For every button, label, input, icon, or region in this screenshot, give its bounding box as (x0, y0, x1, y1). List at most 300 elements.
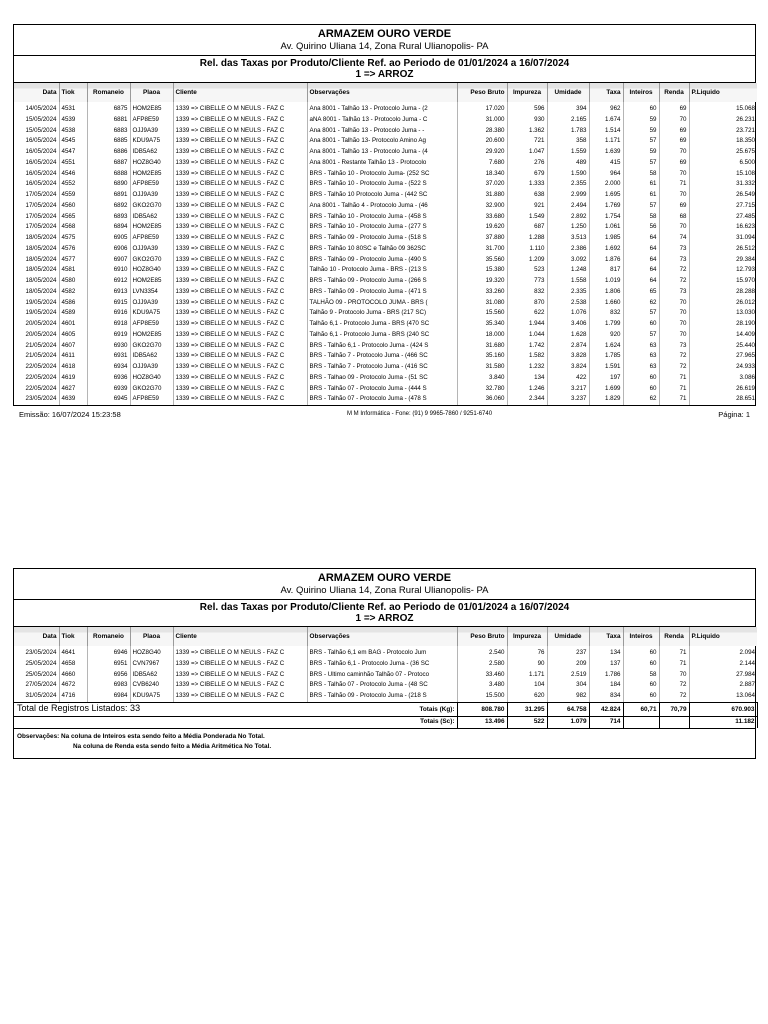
cell-cliente: 1339 => CIBELLE O M NEULS - FAZ C (173, 287, 307, 298)
cell-romaneio: 6890 (87, 179, 130, 190)
cell-placa: AFP8E59 (130, 394, 173, 405)
cell-placa: AFP8E59 (130, 179, 173, 190)
cell-peso-bruto: 37.020 (457, 179, 507, 190)
cell-placa: HOM2E85 (130, 169, 173, 180)
cell-inteiros: 65 (623, 287, 659, 298)
totals-kg-label: Totais (Kg): (419, 706, 455, 713)
cell-data: 17/05/2024 (14, 201, 59, 212)
table-row (14, 373, 757, 384)
page-footer (13, 410, 756, 419)
col-header-impureza: Impureza (507, 627, 547, 646)
cell-placa: IDB5A62 (130, 212, 173, 223)
cell-observacoes: BRS - Talhão 07 - Protocolo Juma - (478 S (307, 394, 457, 405)
emission-date: Emissão: 16/07/2024 15:23:58 (19, 410, 121, 419)
cell-peso-bruto: 7.680 (457, 158, 507, 169)
cell-peso-bruto: 19.320 (457, 276, 507, 287)
table-row (14, 646, 757, 659)
cell-impureza: 1.171 (507, 670, 547, 681)
cell-observacoes: BRS - Talhão 07 - Protocolo Juma - (48 SC (307, 680, 457, 691)
totals-table (14, 702, 758, 728)
cell-inteiros: 58 (623, 212, 659, 223)
table-row (14, 394, 757, 405)
cell-p-liquido: 15.970 (736, 277, 755, 285)
col-header-peso-bruto: Peso Bruto (457, 83, 507, 102)
cell-renda: 72 (659, 362, 689, 373)
cell-impureza: 276 (507, 158, 547, 169)
records-body (14, 102, 757, 405)
cell-tiok: 4565 (59, 212, 87, 223)
cell-placa: HOM2E85 (130, 330, 173, 341)
col-header-placa: Plaoa (130, 627, 173, 646)
cell-observacoes: BRS - Talhão 6,1 em BAG - Protocolo Jum (307, 646, 457, 659)
cell-tiok: 4589 (59, 308, 87, 319)
cell-placa: HOM2E85 (130, 102, 173, 115)
cell-observacoes: BRS - Talhão 6,1 - Protocolo Juma - (424 S (307, 341, 457, 352)
cell-observacoes: TALHÃO 09 - PROTOCOLO JUMA - BRS ( (307, 298, 457, 309)
table-row (14, 351, 757, 362)
cell-umidade: 2.892 (547, 212, 589, 223)
table-row (14, 179, 757, 190)
cell-romaneio: 6906 (87, 244, 130, 255)
cell-p-liquido: 6.500 (739, 158, 755, 166)
cell-placa: IDB5A62 (130, 351, 173, 362)
cell-umidade: 3.217 (547, 384, 589, 395)
cell-romaneio: 6891 (87, 190, 130, 201)
cell-observacoes: BRS - Talhão 07 - Protocolo Juma - (444 S (307, 384, 457, 395)
cell-romaneio: 6907 (87, 255, 130, 266)
cell-inteiros: 62 (623, 394, 659, 405)
cell-umidade: 3.092 (547, 255, 589, 266)
cell-observacoes: BRS - Talhão 10 - Protocolo Juma - (458 S (307, 212, 457, 223)
cell-placa: IDB5A62 (130, 147, 173, 158)
cell-observacoes: Talhão 10 - Protocolo Juma - BRS - (213 S (307, 265, 457, 276)
cell-inteiros: 64 (623, 233, 659, 244)
cell-peso-bruto: 35.160 (457, 351, 507, 362)
cell-data: 20/05/2024 (14, 319, 59, 330)
total-kg-impureza: 31.295 (507, 702, 547, 716)
total-sc-inteiros (623, 716, 659, 728)
cell-data: 19/05/2024 (14, 298, 59, 309)
cell-tiok: 4552 (59, 179, 87, 190)
cell-tiok: 4539 (59, 115, 87, 126)
total-kg-renda: 70,79 (659, 702, 689, 716)
cell-taxa: 1.660 (589, 298, 623, 309)
cell-umidade: 2.355 (547, 179, 589, 190)
cell-inteiros: 60 (623, 373, 659, 384)
cell-tiok: 4639 (59, 394, 87, 405)
cell-cliente: 1339 => CIBELLE O M NEULS - FAZ C (173, 190, 307, 201)
total-kg-p-liquido: 670.903 (689, 702, 757, 716)
cell-tiok: 4586 (59, 298, 87, 309)
cell-romaneio: 6916 (87, 308, 130, 319)
cell-observacoes: BRS - Talhão 09 - Protocolo Juma - (490 S (307, 255, 457, 266)
cell-p-liquido: 31.094 (736, 234, 755, 242)
cell-observacoes: BRS - Talhão 10 - Protocolo Juma- (252 SC (307, 169, 457, 180)
cell-tiok: 4658 (59, 659, 87, 670)
report-title: Rel. das Taxas por Produto/Cliente Ref. ao Periodo de 01/01/2024 a 16/07/2024 (199, 602, 570, 613)
cell-inteiros: 60 (623, 646, 659, 659)
cell-renda: 70 (659, 298, 689, 309)
cell-romaneio: 6983 (87, 680, 130, 691)
cell-observacoes: BRS - Talhão 09 - Protocolo Juma - (266 S (307, 276, 457, 287)
cell-taxa: 1.695 (589, 190, 623, 201)
table-row (14, 233, 757, 244)
cell-inteiros: 57 (623, 201, 659, 212)
cell-romaneio: 6887 (87, 158, 130, 169)
cell-renda: 71 (659, 384, 689, 395)
table-row (14, 680, 757, 691)
cell-data: 25/05/2024 (14, 659, 59, 670)
cell-umidade: 237 (547, 646, 589, 659)
cell-data: 18/05/2024 (14, 233, 59, 244)
cell-cliente: 1339 => CIBELLE O M NEULS - FAZ C (173, 212, 307, 223)
cell-inteiros: 57 (623, 330, 659, 341)
cell-data: 27/05/2024 (14, 680, 59, 691)
cell-data: 21/05/2024 (14, 351, 59, 362)
col-header-data: Data (14, 627, 59, 646)
cell-taxa: 1.829 (589, 394, 623, 405)
cell-tiok: 4581 (59, 265, 87, 276)
table-row (14, 136, 757, 147)
cell-data: 16/05/2024 (14, 179, 59, 190)
cell-inteiros: 56 (623, 222, 659, 233)
cell-umidade: 2.538 (547, 298, 589, 309)
cell-romaneio: 6918 (87, 319, 130, 330)
table-row (14, 362, 757, 373)
cell-inteiros: 61 (623, 179, 659, 190)
cell-inteiros: 57 (623, 308, 659, 319)
col-header-tiok: Tiok (59, 627, 87, 646)
cell-renda: 70 (659, 115, 689, 126)
cell-inteiros: 64 (623, 255, 659, 266)
cell-inteiros: 61 (623, 190, 659, 201)
table-row (14, 330, 757, 341)
records-count: Total de Registros Listados: 33 (17, 702, 141, 713)
cell-renda: 73 (659, 255, 689, 266)
cell-data: 21/05/2024 (14, 341, 59, 352)
col-header-placa: Plaoa (130, 83, 173, 102)
cell-cliente: 1339 => CIBELLE O M NEULS - FAZ C (173, 255, 307, 266)
table-row (14, 158, 757, 169)
cell-romaneio: 6912 (87, 276, 130, 287)
cell-taxa: 1.514 (589, 126, 623, 137)
cell-peso-bruto: 32.780 (457, 384, 507, 395)
cell-tiok: 4611 (59, 351, 87, 362)
table-row (14, 308, 757, 319)
cell-umidade: 1.076 (547, 308, 589, 319)
cell-romaneio: 6885 (87, 136, 130, 147)
total-kg-umidade: 64.758 (547, 702, 589, 716)
vendor-info: M M Informática - Fone: (91) 9 9965-7860 / 9251-6740 (346, 411, 493, 417)
cell-data: 31/05/2024 (14, 691, 59, 702)
cell-renda: 70 (659, 222, 689, 233)
table-row (14, 244, 757, 255)
total-sc-peso-bruto: 13.496 (457, 716, 507, 728)
page-number: Página: 1 (718, 410, 750, 419)
cell-placa: AFP8E59 (130, 115, 173, 126)
cell-romaneio: 6919 (87, 330, 130, 341)
totals-kg-label-cell (14, 702, 457, 716)
cell-placa: AFP8E59 (130, 319, 173, 330)
cell-p-liquido: 12.793 (736, 266, 755, 274)
cell-renda: 71 (659, 373, 689, 384)
cell-peso-bruto: 3.480 (457, 680, 507, 691)
cell-data: 17/05/2024 (14, 212, 59, 223)
col-header-romaneio: Romaneio (87, 83, 130, 102)
cell-taxa: 415 (589, 158, 623, 169)
cell-observacoes: Ana 8001 - Talhão 13 - Protocolo Juma - (4 (307, 147, 457, 158)
cell-romaneio: 6934 (87, 362, 130, 373)
cell-renda: 70 (659, 190, 689, 201)
col-header-p-liquido: P.Liquido (689, 83, 757, 102)
cell-p-liquido: 26.012 (736, 298, 755, 306)
company-name: ARMAZEM OURO VERDE (317, 572, 452, 584)
table-row (14, 169, 757, 180)
cell-umidade: 2.386 (547, 244, 589, 255)
cell-data: 18/05/2024 (14, 265, 59, 276)
cell-data: 16/05/2024 (14, 169, 59, 180)
cell-impureza: 679 (507, 169, 547, 180)
cell-cliente: 1339 => CIBELLE O M NEULS - FAZ C (173, 362, 307, 373)
cell-placa: HOZ8G40 (130, 158, 173, 169)
cell-placa: KDU9A75 (130, 691, 173, 702)
cell-cliente: 1339 => CIBELLE O M NEULS - FAZ C (173, 115, 307, 126)
cell-tiok: 4627 (59, 384, 87, 395)
cell-umidade: 2.519 (547, 670, 589, 681)
cell-peso-bruto: 15.560 (457, 308, 507, 319)
cell-data: 22/05/2024 (14, 384, 59, 395)
cell-inteiros: 64 (623, 265, 659, 276)
table-row (14, 298, 757, 309)
cell-observacoes: BRS - Ultimo caminhão Talhão 07 - Protoco (307, 670, 457, 681)
cell-observacoes: BRS - Talhão 7 - Protocolo Juma - (466 SC (307, 351, 457, 362)
cell-observacoes: BRS - Talhão 09 - Protocolo Juma - (218 S (307, 691, 457, 702)
cell-p-liquido: 25.440 (736, 341, 755, 349)
cell-tiok: 4660 (59, 670, 87, 681)
cell-data: 16/05/2024 (14, 136, 59, 147)
total-kg-inteiros: 60,71 (623, 702, 659, 716)
cell-umidade: 422 (547, 373, 589, 384)
table-row (14, 190, 757, 201)
cell-impureza: 870 (507, 298, 547, 309)
cell-peso-bruto: 35.560 (457, 255, 507, 266)
cell-inteiros: 60 (623, 691, 659, 702)
cell-romaneio: 6956 (87, 670, 130, 681)
cell-data: 23/05/2024 (14, 394, 59, 405)
table-row (14, 222, 757, 233)
cell-romaneio: 6881 (87, 115, 130, 126)
cell-impureza: 638 (507, 190, 547, 201)
cell-romaneio: 6875 (87, 102, 130, 115)
cell-peso-bruto: 31.000 (457, 115, 507, 126)
cell-cliente: 1339 => CIBELLE O M NEULS - FAZ C (173, 298, 307, 309)
cell-renda: 70 (659, 330, 689, 341)
col-header-renda: Renda (659, 83, 689, 102)
cell-placa: OJJ9A39 (130, 244, 173, 255)
cell-data: 17/05/2024 (14, 222, 59, 233)
cell-umidade: 2.874 (547, 341, 589, 352)
cell-taxa: 1.786 (589, 670, 623, 681)
cell-renda: 70 (659, 670, 689, 681)
cell-tiok: 4601 (59, 319, 87, 330)
cell-inteiros: 59 (623, 147, 659, 158)
cell-p-liquido: 25.675 (736, 148, 755, 156)
cell-placa: AFP8E59 (130, 233, 173, 244)
company-address: Av. Quirino Uliana 14, Zona Rural Ulianopolis- PA (280, 585, 489, 596)
cell-renda: 72 (659, 680, 689, 691)
cell-p-liquido: 27.984 (736, 670, 755, 678)
cell-p-liquido: 18.350 (736, 137, 755, 145)
cell-cliente: 1339 => CIBELLE O M NEULS - FAZ C (173, 670, 307, 681)
cell-cliente: 1339 => CIBELLE O M NEULS - FAZ C (173, 126, 307, 137)
table-row (14, 265, 757, 276)
cell-impureza: 1.209 (507, 255, 547, 266)
cell-romaneio: 6910 (87, 265, 130, 276)
cell-cliente: 1339 => CIBELLE O M NEULS - FAZ C (173, 179, 307, 190)
cell-observacoes: BRS - Talhão 10 - Protocolo Juma - (277 S (307, 222, 457, 233)
cell-cliente: 1339 => CIBELLE O M NEULS - FAZ C (173, 319, 307, 330)
cell-renda: 71 (659, 659, 689, 670)
cell-peso-bruto: 28.380 (457, 126, 507, 137)
cell-observacoes: BRS - Talhao 09 - Protocolo Juma - (51 SC (307, 373, 457, 384)
cell-impureza: 921 (507, 201, 547, 212)
cell-taxa: 134 (589, 646, 623, 659)
cell-p-liquido: 27.485 (736, 212, 755, 220)
cell-taxa: 1.639 (589, 147, 623, 158)
cell-inteiros: 60 (623, 319, 659, 330)
cell-inteiros: 59 (623, 126, 659, 137)
cell-tiok: 4546 (59, 169, 87, 180)
cell-observacoes: Ana 8001 - Talhão 13- Protocolo Amino Ag (307, 136, 457, 147)
cell-p-liquido: 31.332 (736, 180, 755, 188)
cell-umidade: 489 (547, 158, 589, 169)
observation-line-1: Observações: Na coluna de Inteiros esta sendo feito a Média Ponderada No Total. (17, 732, 265, 740)
cell-data: 16/05/2024 (14, 147, 59, 158)
cell-romaneio: 6951 (87, 659, 130, 670)
cell-umidade: 3.828 (547, 351, 589, 362)
table-row (14, 276, 757, 287)
cell-placa: OJJ9A39 (130, 190, 173, 201)
cell-observacoes: BRS - Talhão 6,1 - Protocolo Juma - (36 SC (307, 659, 457, 670)
product-title: 1 => ARROZ (355, 69, 414, 80)
cell-tiok: 4576 (59, 244, 87, 255)
cell-tiok: 4716 (59, 691, 87, 702)
cell-p-liquido: 29.384 (736, 255, 755, 263)
cell-observacoes: BRS - Talhão 7 - Protocolo Juma - (416 SC (307, 362, 457, 373)
cell-placa: GKO2G70 (130, 201, 173, 212)
cell-umidade: 2.165 (547, 115, 589, 126)
cell-umidade: 1.590 (547, 169, 589, 180)
cell-romaneio: 6945 (87, 394, 130, 405)
cell-p-liquido: 3.086 (739, 373, 755, 381)
cell-impureza: 930 (507, 115, 547, 126)
table-row (14, 659, 757, 670)
cell-tiok: 4641 (59, 646, 87, 659)
records-table (14, 83, 757, 405)
company-address: Av. Quirino Uliana 14, Zona Rural Ulianopolis- PA (280, 41, 489, 52)
cell-data: 22/05/2024 (14, 362, 59, 373)
col-header-umidade: Umidade (547, 627, 589, 646)
cell-taxa: 2.000 (589, 179, 623, 190)
table-row (14, 201, 757, 212)
cell-renda: 70 (659, 319, 689, 330)
records-body (14, 646, 757, 702)
cell-data: 22/05/2024 (14, 373, 59, 384)
cell-inteiros: 57 (623, 136, 659, 147)
cell-peso-bruto: 2.580 (457, 659, 507, 670)
cell-data: 18/05/2024 (14, 255, 59, 266)
cell-renda: 71 (659, 179, 689, 190)
cell-umidade: 304 (547, 680, 589, 691)
cell-cliente: 1339 => CIBELLE O M NEULS - FAZ C (173, 169, 307, 180)
cell-impureza: 1.333 (507, 179, 547, 190)
col-header-taxa: Taxa (589, 83, 623, 102)
cell-taxa: 1.692 (589, 244, 623, 255)
col-header-impureza: Impureza (507, 83, 547, 102)
report-header (14, 569, 755, 600)
cell-impureza: 1.047 (507, 147, 547, 158)
cell-cliente: 1339 => CIBELLE O M NEULS - FAZ C (173, 276, 307, 287)
cell-romaneio: 6894 (87, 222, 130, 233)
cell-p-liquido: 27.715 (736, 201, 755, 209)
cell-placa: OJJ9A39 (130, 298, 173, 309)
cell-tiok: 4531 (59, 102, 87, 115)
cell-peso-bruto: 31.880 (457, 190, 507, 201)
cell-renda: 70 (659, 147, 689, 158)
cell-renda: 72 (659, 691, 689, 702)
cell-observacoes: BRS - Talhão 09 - Protocolo Juma - (518 S (307, 233, 457, 244)
cell-peso-bruto: 15.500 (457, 691, 507, 702)
cell-tiok: 4559 (59, 190, 87, 201)
cell-umidade: 3.513 (547, 233, 589, 244)
totals-kg-row (14, 702, 757, 716)
cell-data: 25/05/2024 (14, 670, 59, 681)
cell-renda: 72 (659, 265, 689, 276)
cell-data: 14/05/2024 (14, 102, 59, 115)
cell-placa: OJJ9A39 (130, 362, 173, 373)
cell-impureza: 687 (507, 222, 547, 233)
cell-romaneio: 6946 (87, 646, 130, 659)
cell-data: 19/05/2024 (14, 308, 59, 319)
cell-cliente: 1339 => CIBELLE O M NEULS - FAZ C (173, 265, 307, 276)
cell-umidade: 1.559 (547, 147, 589, 158)
cell-renda: 69 (659, 158, 689, 169)
cell-inteiros: 62 (623, 298, 659, 309)
table-row (14, 255, 757, 266)
cell-romaneio: 6913 (87, 287, 130, 298)
cell-tiok: 4580 (59, 276, 87, 287)
cell-umidade: 1.558 (547, 276, 589, 287)
totals-sc-label: Totais (Sc): (14, 716, 457, 728)
cell-observacoes: BRS - Talhão 10 - Protocolo Juma - (522 S (307, 179, 457, 190)
cell-tiok: 4545 (59, 136, 87, 147)
cell-peso-bruto: 31.680 (457, 341, 507, 352)
cell-romaneio: 6936 (87, 373, 130, 384)
cell-cliente: 1339 => CIBELLE O M NEULS - FAZ C (173, 244, 307, 255)
cell-observacoes: Ana 8001 - Restante Talhão 13 - Protocolo (307, 158, 457, 169)
cell-cliente: 1339 => CIBELLE O M NEULS - FAZ C (173, 341, 307, 352)
cell-observacoes: Talhão 9 - Protocolo Juma - BRS (217 SC) (307, 308, 457, 319)
report-title: Rel. das Taxas por Produto/Cliente Ref. ao Periodo de 01/01/2024 a 16/07/2024 (199, 58, 570, 69)
report-page-2 (13, 568, 756, 759)
cell-cliente: 1339 => CIBELLE O M NEULS - FAZ C (173, 233, 307, 244)
cell-renda: 73 (659, 341, 689, 352)
cell-peso-bruto: 20.600 (457, 136, 507, 147)
cell-taxa: 1.785 (589, 351, 623, 362)
report-frame (13, 568, 756, 759)
cell-p-liquido: 2.094 (739, 649, 755, 657)
cell-placa: HOZ8G40 (130, 265, 173, 276)
